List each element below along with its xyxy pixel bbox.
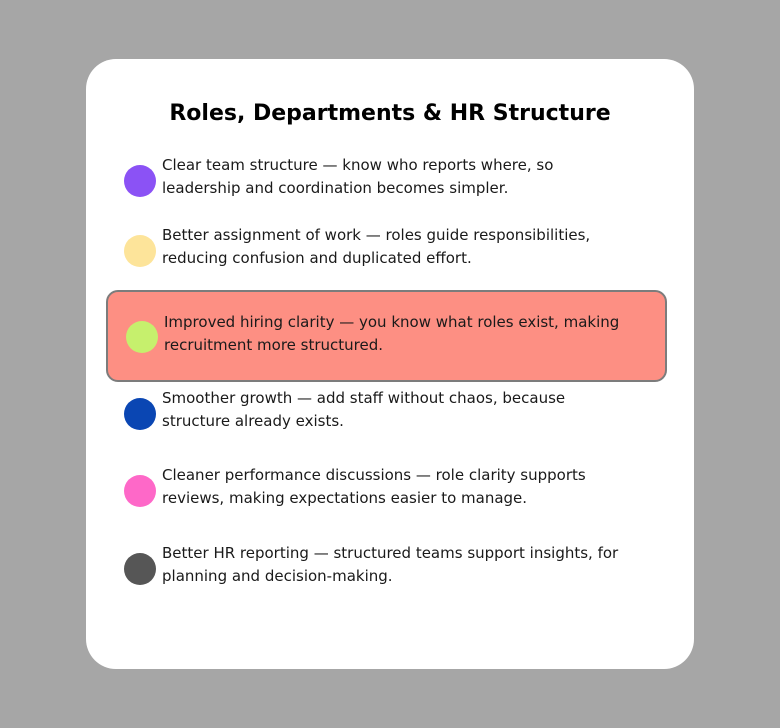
list-item-text: Better HR reporting — structured teams support insights, for planning and decision-making. xyxy=(162,544,619,585)
page-title: Roles, Departments & HR Structure xyxy=(169,101,611,126)
yellow-dot-icon xyxy=(124,235,156,267)
list-item xyxy=(106,215,667,287)
list-item-text: Improved hiring clarity — you know what roles exist, making recruitment more structured. xyxy=(164,313,620,354)
pink-dot-icon xyxy=(124,475,156,507)
list-item-text: Smoother growth — add staff without chaos, because structure already exists. xyxy=(162,389,566,430)
list-item-text: Cleaner performance discussions — role clarity supports reviews, making expectations easier to manage. xyxy=(162,466,586,507)
list-item xyxy=(106,378,667,450)
green-dot-icon xyxy=(126,321,158,353)
list-item-text: Better assignment of work — roles guide responsibilities, reducing confusion and duplicated effort. xyxy=(162,226,591,267)
list-item-text: Clear team structure — know who reports where, so leadership and coordination becomes simpler. xyxy=(162,156,554,197)
list-item xyxy=(106,533,667,605)
list-item xyxy=(106,145,667,217)
purple-dot-icon xyxy=(124,165,156,197)
gray-dot-icon xyxy=(124,553,156,585)
list-item xyxy=(106,455,667,527)
blue-dot-icon xyxy=(124,398,156,430)
list-item-highlighted xyxy=(106,290,667,382)
